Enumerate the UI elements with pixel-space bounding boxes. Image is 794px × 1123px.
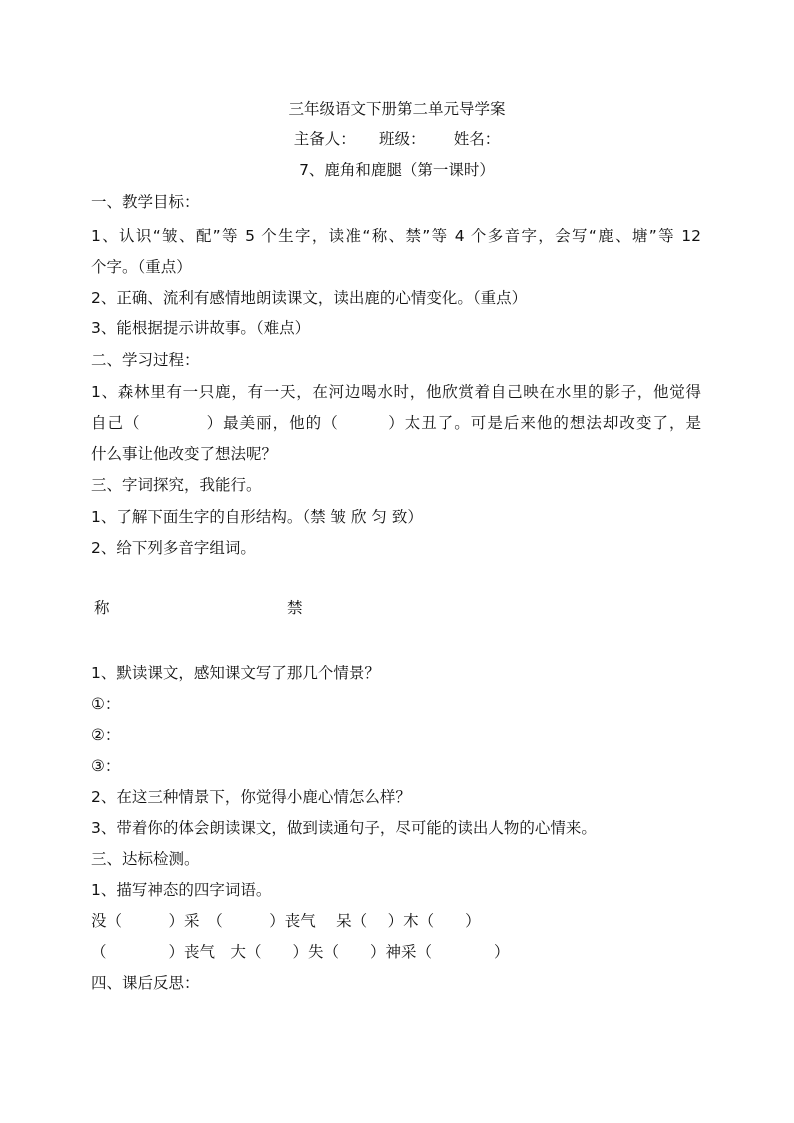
words-heading: 三、字词探究，我能行。 [91,476,262,494]
process-1-line-3: 什么事让他改变了想法呢？ [91,445,278,463]
scene-2-label: ②： [91,726,121,744]
goal-1-line-2: 个字。（重点） [91,258,192,276]
goal-3: 3、能根据提示讲故事。（难点） [91,319,311,337]
words-item-2: 2、给下列多音字组词。 [91,539,256,557]
reflection-heading: 四、课后反思： [91,974,200,992]
lesson-title: 7、鹿角和鹿腿（第一课时） [299,161,495,179]
test-blanks-row-2: （ ）丧气 大（ ）失（ ）神采（ ） [91,943,510,961]
polyphone-char-cheng: 称 [94,599,110,617]
reading-item-3: 3、带着你的体会朗读课文，做到读通句子，尽可能的读出人物的心情来。 [91,819,597,837]
words-item-1: 1、了解下面生字的自形结构。（禁 皱 欣 匀 致） [91,508,423,526]
goals-heading: 一、教学目标： [91,193,200,211]
author-class-name-line: 主备人： 班级： 姓名： [293,130,501,148]
reading-item-1: 1、默读课文，感知课文写了那几个情景？ [91,664,380,682]
goal-2: 2、正确、流利有感情地朗读课文，读出鹿的心情变化。（重点） [91,289,528,307]
test-heading: 三、达标检测。 [91,850,200,868]
test-item-1: 1、描写神态的四字词语。 [91,881,272,899]
document-title: 三年级语文下册第二单元导学案 [288,100,506,118]
test-blanks-row-1: 没（ ）采 （ ）丧气 呆（ ）木（ ） [91,912,481,930]
scene-3-label: ③： [91,757,121,775]
process-heading: 二、学习过程： [91,351,200,369]
process-1-line-2: 自己（ ）最美丽，他的（ ）太丑了。可是后来他的想法却改变了，是 [91,414,701,432]
polyphone-char-jin: 禁 [287,599,303,617]
goal-1-line-1: 1、认识“皱、配”等 5 个生字，读准“称、禁”等 4 个多音字，会写“鹿、塘”等 12 [91,227,701,245]
process-1-line-1: 1、森林里有一只鹿，有一天，在河边喝水时，他欣赏着自己映在水里的影子，他觉得 [91,383,701,401]
reading-item-2: 2、在这三种情景下，你觉得小鹿心情怎么样？ [91,788,411,806]
scene-1-label: ①： [91,695,121,713]
